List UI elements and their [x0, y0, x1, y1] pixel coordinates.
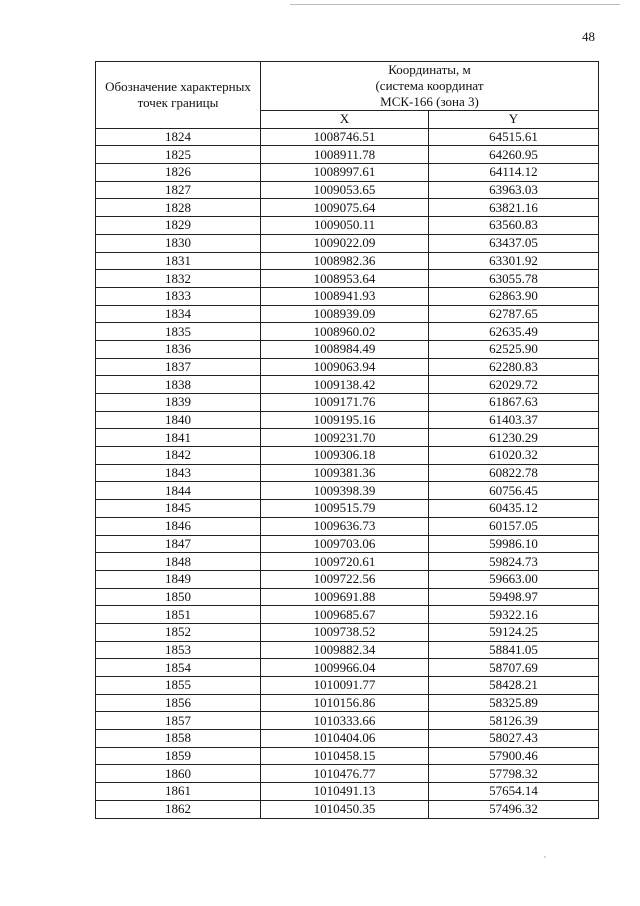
cell-point: 1832	[96, 270, 261, 288]
cell-y: 59322.16	[429, 606, 599, 624]
cell-x: 1009063.94	[261, 358, 429, 376]
table-row	[96, 394, 599, 412]
cell-point: 1826	[96, 164, 261, 182]
cell-x: 1009882.34	[261, 641, 429, 659]
cell-point: 1829	[96, 217, 261, 235]
cell-x: 1009636.73	[261, 517, 429, 535]
cell-point: 1853	[96, 641, 261, 659]
cell-point: 1852	[96, 623, 261, 641]
cell-point: 1848	[96, 553, 261, 571]
cell-point: 1830	[96, 234, 261, 252]
cell-y: 60435.12	[429, 500, 599, 518]
cell-x: 1009691.88	[261, 588, 429, 606]
cell-point: 1840	[96, 411, 261, 429]
table-row	[96, 128, 599, 146]
cell-y: 59498.97	[429, 588, 599, 606]
page-number: 48	[582, 29, 595, 44]
cell-y: 63437.05	[429, 234, 599, 252]
cell-x: 1009398.39	[261, 482, 429, 500]
cell-y: 58027.43	[429, 730, 599, 748]
cell-x: 1008984.49	[261, 340, 429, 358]
cell-point: 1854	[96, 659, 261, 677]
cell-y: 59824.73	[429, 553, 599, 571]
cell-point: 1836	[96, 340, 261, 358]
cell-x: 1009685.67	[261, 606, 429, 624]
cell-y: 62787.65	[429, 305, 599, 323]
cell-y: 64114.12	[429, 164, 599, 182]
cell-x: 1009053.65	[261, 181, 429, 199]
cell-x: 1009050.11	[261, 217, 429, 235]
cell-x: 1008941.93	[261, 287, 429, 305]
table-row	[96, 305, 599, 323]
cell-y: 62029.72	[429, 376, 599, 394]
cell-x: 1008939.09	[261, 305, 429, 323]
cell-point: 1839	[96, 394, 261, 412]
cell-x: 1010491.13	[261, 783, 429, 801]
cell-x: 1009966.04	[261, 659, 429, 677]
cell-point: 1841	[96, 429, 261, 447]
table-row	[96, 181, 599, 199]
table-row	[96, 164, 599, 182]
cell-y: 57496.32	[429, 800, 599, 818]
header-coordinates-line-2: (система координат	[375, 78, 484, 93]
cell-point: 1846	[96, 517, 261, 535]
top-edge-rule	[290, 4, 620, 5]
table-row	[96, 500, 599, 518]
table-row	[96, 694, 599, 712]
table-row	[96, 358, 599, 376]
cell-x: 1009738.52	[261, 623, 429, 641]
cell-x: 1008953.64	[261, 270, 429, 288]
header-x: X	[261, 111, 429, 129]
table-row	[96, 747, 599, 765]
table-row	[96, 677, 599, 695]
cell-y: 61867.63	[429, 394, 599, 412]
cell-point: 1862	[96, 800, 261, 818]
cell-x: 1009022.09	[261, 234, 429, 252]
table-row	[96, 623, 599, 641]
cell-x: 1008746.51	[261, 128, 429, 146]
cell-x: 1010156.86	[261, 694, 429, 712]
table-row	[96, 411, 599, 429]
cell-x: 1008960.02	[261, 323, 429, 341]
table-row	[96, 553, 599, 571]
cell-x: 1008982.36	[261, 252, 429, 270]
cell-point: 1833	[96, 287, 261, 305]
cell-y: 61403.37	[429, 411, 599, 429]
cell-point: 1861	[96, 783, 261, 801]
table-row	[96, 287, 599, 305]
cell-point: 1855	[96, 677, 261, 695]
cell-point: 1860	[96, 765, 261, 783]
cell-x: 1010450.35	[261, 800, 429, 818]
cell-y: 62635.49	[429, 323, 599, 341]
cell-y: 58126.39	[429, 712, 599, 730]
table-row	[96, 570, 599, 588]
cell-y: 63055.78	[429, 270, 599, 288]
table-row	[96, 217, 599, 235]
table-row	[96, 234, 599, 252]
cell-x: 1008997.61	[261, 164, 429, 182]
table-row	[96, 199, 599, 217]
cell-point: 1837	[96, 358, 261, 376]
cell-x: 1009138.42	[261, 376, 429, 394]
cell-point: 1843	[96, 464, 261, 482]
cell-x: 1010404.06	[261, 730, 429, 748]
table-row	[96, 659, 599, 677]
table-row	[96, 517, 599, 535]
table-row	[96, 252, 599, 270]
cell-y: 64515.61	[429, 128, 599, 146]
cell-x: 1009722.56	[261, 570, 429, 588]
cell-point: 1824	[96, 128, 261, 146]
cell-y: 58325.89	[429, 694, 599, 712]
cell-y: 60756.45	[429, 482, 599, 500]
cell-point: 1844	[96, 482, 261, 500]
cell-y: 59986.10	[429, 535, 599, 553]
cell-x: 1009515.79	[261, 500, 429, 518]
scan-speck	[544, 856, 546, 858]
cell-point: 1857	[96, 712, 261, 730]
cell-point: 1858	[96, 730, 261, 748]
table-row	[96, 641, 599, 659]
cell-y: 63301.92	[429, 252, 599, 270]
header-y: Y	[429, 111, 599, 129]
cell-point: 1834	[96, 305, 261, 323]
table-row	[96, 376, 599, 394]
cell-y: 61020.32	[429, 447, 599, 465]
table-row	[96, 270, 599, 288]
cell-point: 1842	[96, 447, 261, 465]
cell-x: 1009075.64	[261, 199, 429, 217]
cell-point: 1845	[96, 500, 261, 518]
cell-x: 1009306.18	[261, 447, 429, 465]
cell-point: 1851	[96, 606, 261, 624]
cell-y: 62280.83	[429, 358, 599, 376]
cell-point: 1831	[96, 252, 261, 270]
cell-x: 1010091.77	[261, 677, 429, 695]
cell-y: 63821.16	[429, 199, 599, 217]
cell-y: 57900.46	[429, 747, 599, 765]
cell-point: 1849	[96, 570, 261, 588]
table-row	[96, 323, 599, 341]
cell-point: 1827	[96, 181, 261, 199]
cell-y: 57654.14	[429, 783, 599, 801]
cell-y: 57798.32	[429, 765, 599, 783]
cell-y: 63963.03	[429, 181, 599, 199]
table-row	[96, 783, 599, 801]
table-row	[96, 606, 599, 624]
cell-y: 62863.90	[429, 287, 599, 305]
cell-y: 59663.00	[429, 570, 599, 588]
table-row	[96, 730, 599, 748]
table-row	[96, 340, 599, 358]
table-row	[96, 482, 599, 500]
cell-x: 1009703.06	[261, 535, 429, 553]
table-row	[96, 800, 599, 818]
cell-x: 1009720.61	[261, 553, 429, 571]
cell-y: 59124.25	[429, 623, 599, 641]
cell-x: 1010476.77	[261, 765, 429, 783]
cell-point: 1850	[96, 588, 261, 606]
cell-point: 1847	[96, 535, 261, 553]
cell-y: 58841.05	[429, 641, 599, 659]
cell-x: 1009231.70	[261, 429, 429, 447]
cell-point: 1856	[96, 694, 261, 712]
cell-y: 62525.90	[429, 340, 599, 358]
cell-point: 1838	[96, 376, 261, 394]
table-row	[96, 588, 599, 606]
cell-x: 1010458.15	[261, 747, 429, 765]
cell-x: 1010333.66	[261, 712, 429, 730]
cell-point: 1825	[96, 146, 261, 164]
cell-x: 1008911.78	[261, 146, 429, 164]
table-row	[96, 712, 599, 730]
cell-point: 1859	[96, 747, 261, 765]
cell-y: 60822.78	[429, 464, 599, 482]
cell-x: 1009171.76	[261, 394, 429, 412]
table-row	[96, 765, 599, 783]
cell-y: 58707.69	[429, 659, 599, 677]
table-row	[96, 146, 599, 164]
header-coordinates-line-1: Координаты, м	[388, 62, 471, 77]
cell-y: 64260.95	[429, 146, 599, 164]
table-row	[96, 464, 599, 482]
header-coordinates	[261, 62, 599, 111]
cell-y: 60157.05	[429, 517, 599, 535]
cell-point: 1835	[96, 323, 261, 341]
table-body	[96, 128, 599, 818]
cell-x: 1009195.16	[261, 411, 429, 429]
cell-y: 58428.21	[429, 677, 599, 695]
cell-y: 63560.83	[429, 217, 599, 235]
table-row	[96, 447, 599, 465]
cell-point: 1828	[96, 199, 261, 217]
header-point-designation: Обозначение характерных точек границы	[96, 62, 261, 129]
table-row	[96, 535, 599, 553]
cell-y: 61230.29	[429, 429, 599, 447]
table-row	[96, 429, 599, 447]
header-coordinates-line-3: МСК-166 (зона 3)	[380, 94, 479, 109]
cell-x: 1009381.36	[261, 464, 429, 482]
coordinates-table	[95, 61, 599, 819]
